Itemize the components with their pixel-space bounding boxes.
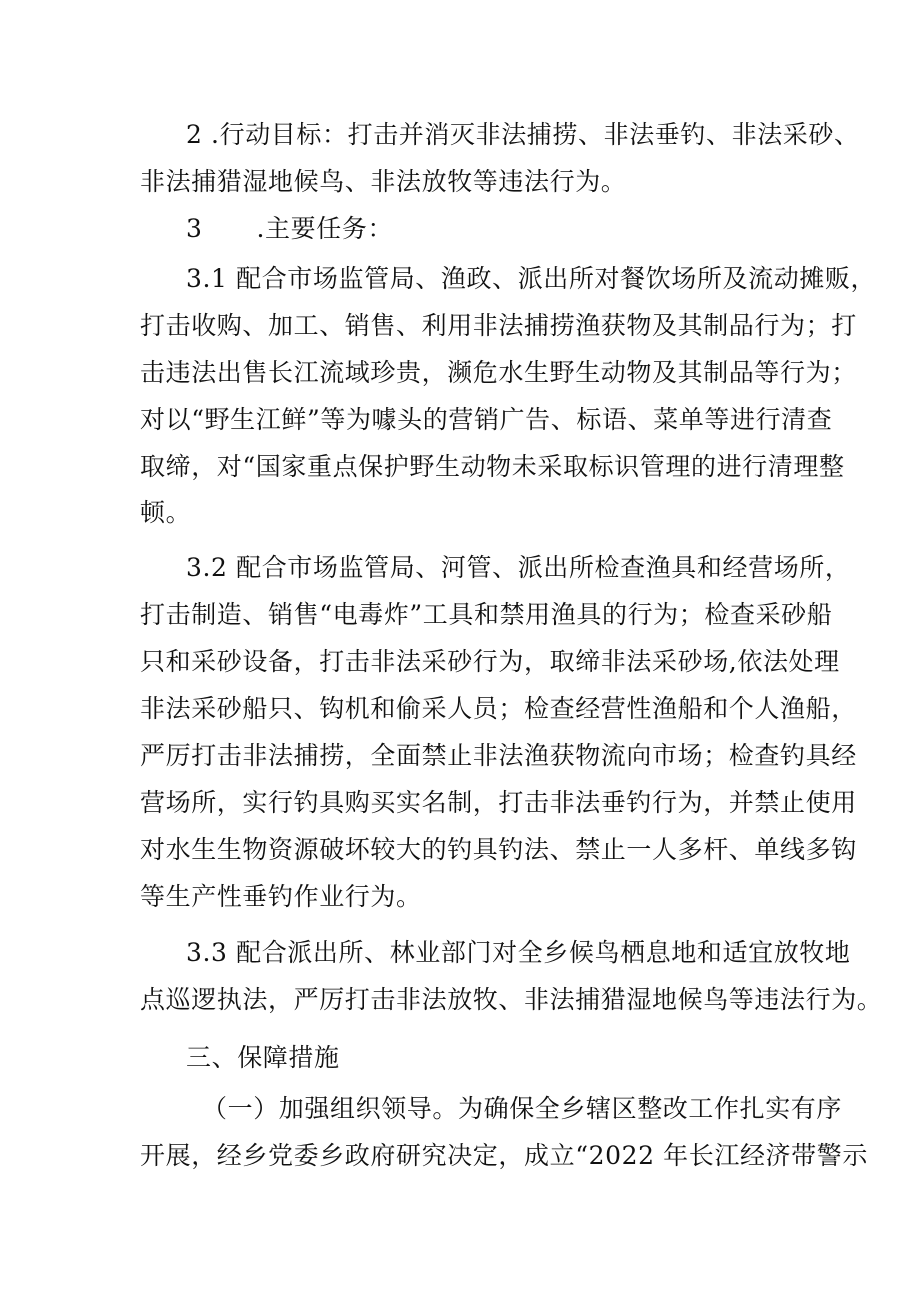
paragraph-line: 顿。 <box>140 498 192 527</box>
paragraph-line: 打击收购、加工、销售、利用非法捕捞渔获物及其制品行为；打 <box>140 311 857 340</box>
paragraph-line: 开展，经乡党委乡政府研究决定，成立“2022 年长江经济带警示 <box>140 1141 868 1170</box>
paragraph-line: 对以“野生江鲜”等为噱头的营销广告、标语、菜单等进行清查 <box>140 405 833 434</box>
paragraph-line: 营场所，实行钓具购买实名制，打击非法垂钓行为，并禁止使用 <box>140 788 857 817</box>
paragraph-line: 2 .行动目标：打击并消灭非法捕捞、非法垂钓、非法采砂、 <box>186 120 860 149</box>
paragraph-line: 等生产性垂钓作业行为。 <box>140 882 422 911</box>
paragraph-line: 点巡逻执法，严厉打击非法放牧、非法捕猎湿地候鸟等违法行为。 <box>140 985 883 1014</box>
paragraph-line: （一）加强组织领导。为确保全乡辖区整改工作扎实有序 <box>202 1094 843 1123</box>
paragraph-line: 只和采砂设备，打击非法采砂行为，取缔非法采砂场,依法处理 <box>140 647 840 676</box>
paragraph-line: 击违法出售长江流域珍贵，濒危水生野生动物及其制品等行为； <box>140 358 857 387</box>
paragraph-line: 对水生生物资源破坏较大的钓具钓法、禁止一人多杆、单线多钩 <box>140 835 857 864</box>
paragraph-line: 取缔，对“国家重点保护野生动物未采取标识管理的进行清理整 <box>140 452 845 481</box>
paragraph-line: 3.1 配合市场监管局、渔政、派出所对餐饮场所及流动摊贩， <box>186 264 877 293</box>
paragraph-line: 3.2 配合市场监管局、河管、派出所检查渔具和经营场所， <box>186 553 851 582</box>
paragraph-line: 非法捕猎湿地候鸟、非法放牧等违法行为。 <box>140 167 627 196</box>
section-heading: 3 .主要任务： <box>186 214 394 243</box>
paragraph-line: 非法采砂船只、钩机和偷采人员；检查经营性渔船和个人渔船， <box>140 694 857 723</box>
paragraph-line: 3.3 配合派出所、林业部门对全乡候鸟栖息地和适宜放牧地 <box>186 938 851 967</box>
paragraph-line: 严厉打击非法捕捞，全面禁止非法渔获物流向市场；检查钓具经 <box>140 741 857 770</box>
section-heading: 三、保障措施 <box>186 1043 340 1072</box>
paragraph-line: 打击制造、销售“电毒炸”工具和禁用渔具的行为；检查采砂船 <box>140 600 833 629</box>
